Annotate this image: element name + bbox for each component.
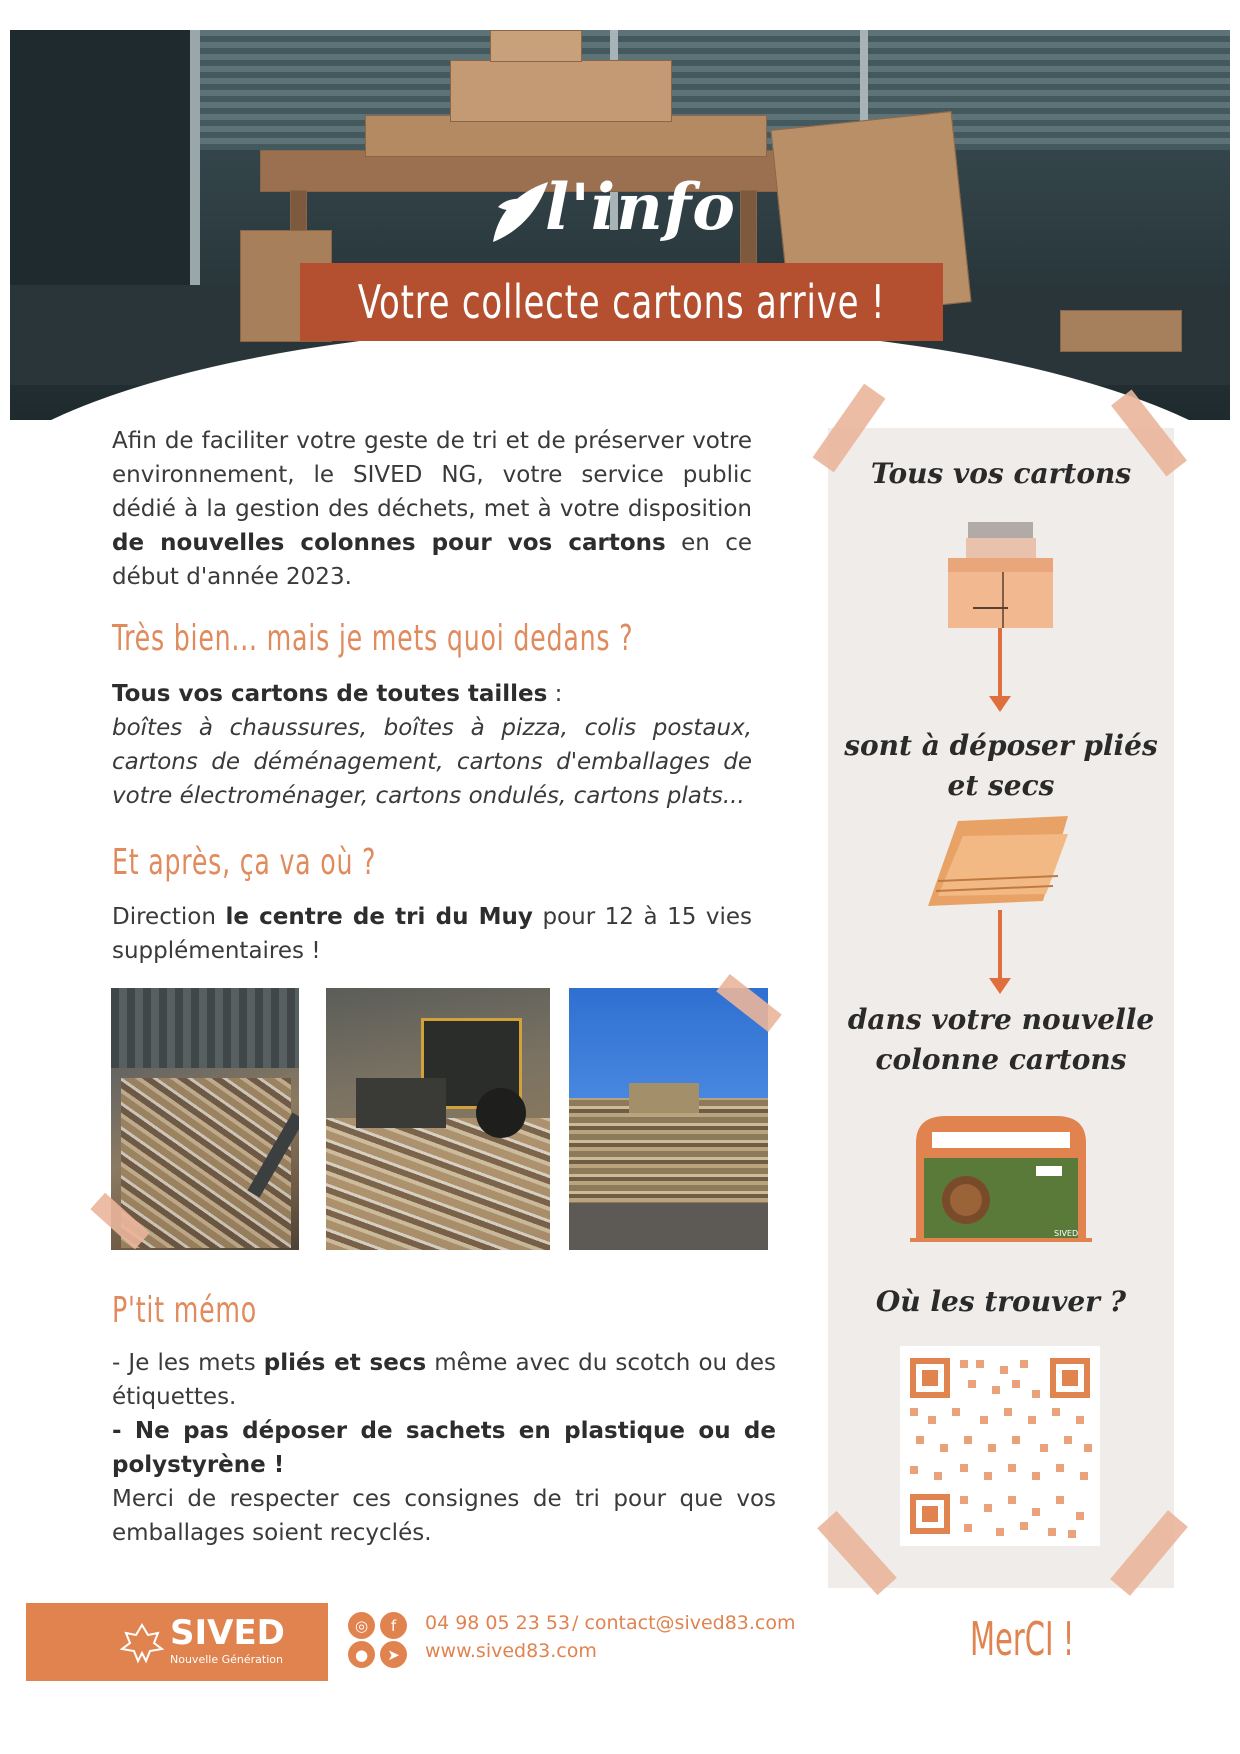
cardboard-scrap — [1060, 310, 1182, 352]
after-bold: le centre de tri du Muy — [225, 904, 533, 930]
photo-loader — [326, 988, 550, 1250]
arrowhead-icon — [989, 696, 1011, 712]
leaf-logo-icon — [120, 1621, 164, 1665]
bin-label: SIVED — [1054, 1229, 1079, 1238]
after-text-end: pour 12 à 15 vies supplémentaires ! — [112, 904, 752, 964]
info-logo-word: l'info — [545, 170, 736, 245]
brand-name: SIVED — [170, 1613, 285, 1653]
photo-bales — [569, 988, 768, 1250]
step3-text: dans votre nouvelle colonne cartons — [847, 1003, 1155, 1076]
cardboard-box — [450, 60, 672, 122]
step2-text: sont à déposer pliés et secs — [844, 729, 1158, 802]
facebook-icon[interactable]: f — [380, 1612, 407, 1639]
memo-line1-bold: pliés et secs — [263, 1350, 427, 1376]
photo-sorting-pile — [111, 988, 299, 1250]
what-lead: Tous vos cartons de toutes tailles — [112, 681, 548, 707]
arrow-down-icon — [998, 628, 1002, 698]
qr-code[interactable] — [900, 1346, 1100, 1546]
arrow-down-icon — [998, 910, 1002, 980]
heading-after: Et après, ça va où ? — [112, 842, 377, 883]
website-link[interactable]: www.sived83.com — [425, 1640, 597, 1662]
collection-bin-icon — [906, 1108, 1096, 1248]
brand-subtitle: Nouvelle Génération — [170, 1653, 283, 1666]
arrowhead-icon — [989, 978, 1011, 994]
memo-line3: Merci de respecter ces consignes de tri pour que vos emballages soient recyclés. — [112, 1486, 776, 1546]
boxes-icon — [928, 520, 1068, 640]
heading-memo: P'tit mémo — [112, 1290, 258, 1331]
step1-text: Tous vos cartons — [870, 457, 1132, 490]
instagram-icon[interactable]: ◎ — [348, 1612, 375, 1639]
flat-cardboard-icon — [918, 806, 1078, 916]
title-banner — [300, 263, 943, 341]
what-list: boîtes à chaussures, boîtes à pizza, colis postaux, cartons de déménagement, cartons d'emballages de votre électroménager, cartons ondulés, cartons plats... — [112, 715, 752, 809]
intro-bold: de nouvelles colonnes pour vos cartons — [112, 530, 666, 556]
thanks-text: MerCI ! — [970, 1612, 1075, 1666]
sidebar-panel — [828, 428, 1174, 1588]
phone-number[interactable]: 04 98 05 23 53 — [425, 1612, 571, 1634]
after-paragraph — [112, 900, 752, 968]
email-link[interactable]: / contact@sived83.com — [572, 1612, 796, 1634]
intro-text-end: en ce début d'année 2023. — [112, 530, 752, 590]
memo-paragraph — [112, 1346, 776, 1550]
step4-text: Où les trouver ? — [875, 1285, 1127, 1318]
wechat-icon[interactable]: ● — [348, 1641, 375, 1668]
memo-line2: - Ne pas déposer de sachets en plastique ou de polystyrène ! — [112, 1418, 776, 1478]
memo-line1-end: même avec du scotch ou des étiquettes. — [112, 1350, 776, 1410]
telegram-icon[interactable]: ➤ — [380, 1641, 407, 1668]
intro-paragraph — [112, 424, 752, 594]
cardboard-box — [490, 30, 582, 62]
what-paragraph — [112, 677, 752, 813]
what-lead-suffix: : — [547, 681, 563, 707]
intro-text: Afin de faciliter votre geste de tri et de préserver votre environnement, le SIVED NG, votre service public dédié à la gestion des déchets, met à votre disposition — [112, 428, 752, 522]
memo-line1: - Je les mets — [112, 1350, 264, 1376]
heading-what: Très bien... mais je mets quoi dedans ? — [112, 618, 634, 659]
page-title: Votre collecte cartons arrive ! — [357, 275, 886, 329]
after-text: Direction — [112, 904, 226, 930]
